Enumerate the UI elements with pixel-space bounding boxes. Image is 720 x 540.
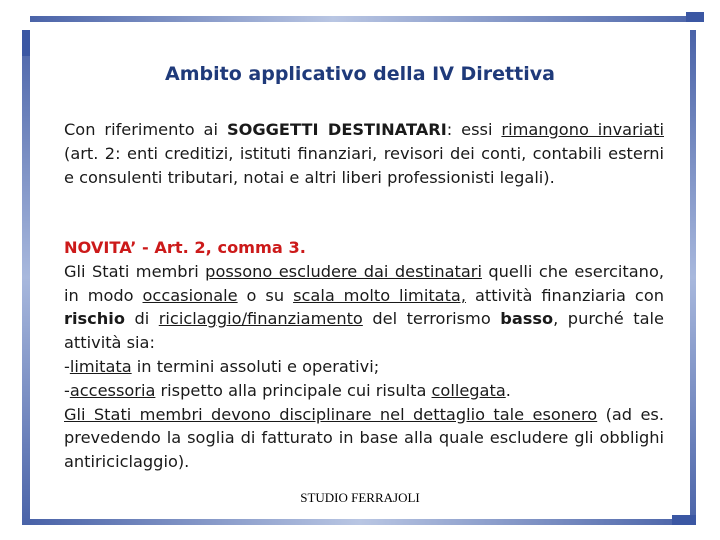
unchanged-term: rimangono invariati [501, 120, 664, 139]
connected-term: collegata [431, 380, 506, 400]
risk-term: rischio [64, 309, 125, 329]
frame-left-bar [22, 30, 30, 525]
text-run: Con riferimento ai [64, 120, 227, 139]
accessory-term: accessoria [69, 380, 156, 400]
paragraph-recipients [64, 118, 664, 189]
text-run: in termini assoluti e operativi; [131, 356, 380, 376]
frame-right-bar [690, 30, 696, 525]
frame-bottom-bar [30, 519, 690, 525]
text-run: Gli Stati membri [64, 261, 206, 281]
may-exclude-term: possono escludere dai destinatari [205, 261, 482, 281]
text-run: attività finanziaria con [466, 285, 664, 305]
text-run: del terrorismo [362, 309, 501, 329]
condition-accessory [64, 379, 664, 403]
text-run: di [124, 309, 159, 329]
laundering-financing-term: riciclaggio/finanziamento [158, 309, 363, 329]
dash-marker: - [64, 380, 70, 400]
recipients-term: SOGGETTI DESTINATARI [226, 120, 447, 139]
frame-top-accent [686, 12, 704, 22]
text-run: o su [237, 285, 294, 305]
frame-top-bar [30, 16, 704, 22]
novelty-body [64, 260, 664, 355]
text-run: (ad es. prevedendo la soglia di fatturato in base alla quale escludere gli obblighi antiriciclaggio). [64, 404, 664, 472]
exemption-rule [64, 403, 664, 474]
low-term: basso [500, 309, 554, 329]
limited-term: limitata [69, 356, 132, 376]
slide-title: Ambito applicativo della IV Direttiva [165, 63, 555, 85]
frame-left-accent [22, 30, 30, 56]
exemption-term: Gli Stati membri devono disciplinare nel dettaglio tale esonero [64, 404, 598, 424]
text-run: rispetto alla principale cui risulta [155, 380, 432, 400]
footer-firm-name: STUDIO FERRAJOLI [300, 490, 420, 505]
text-run: (art. 2: enti creditizi, istituti finanziari, revisori dei conti, contabili esterni e consulenti tributari, notai e altri liberi professionisti legali). [64, 143, 664, 187]
condition-limited [64, 355, 664, 379]
limited-scale-term: scala molto limitata, [293, 285, 466, 305]
novelty-heading: NOVITA’ - Art. 2, comma 3. [64, 238, 306, 257]
occasional-term: occasionale [142, 285, 238, 305]
paragraph-novelty [64, 236, 664, 474]
text-run: . [505, 380, 511, 400]
text-run: , purché tale attività sia: [64, 309, 664, 353]
text-run: : essi [446, 120, 502, 139]
dash-marker: - [64, 356, 70, 376]
frame-bottom-accent [672, 515, 696, 525]
text-run: quelli che esercitano, in modo [64, 261, 664, 305]
